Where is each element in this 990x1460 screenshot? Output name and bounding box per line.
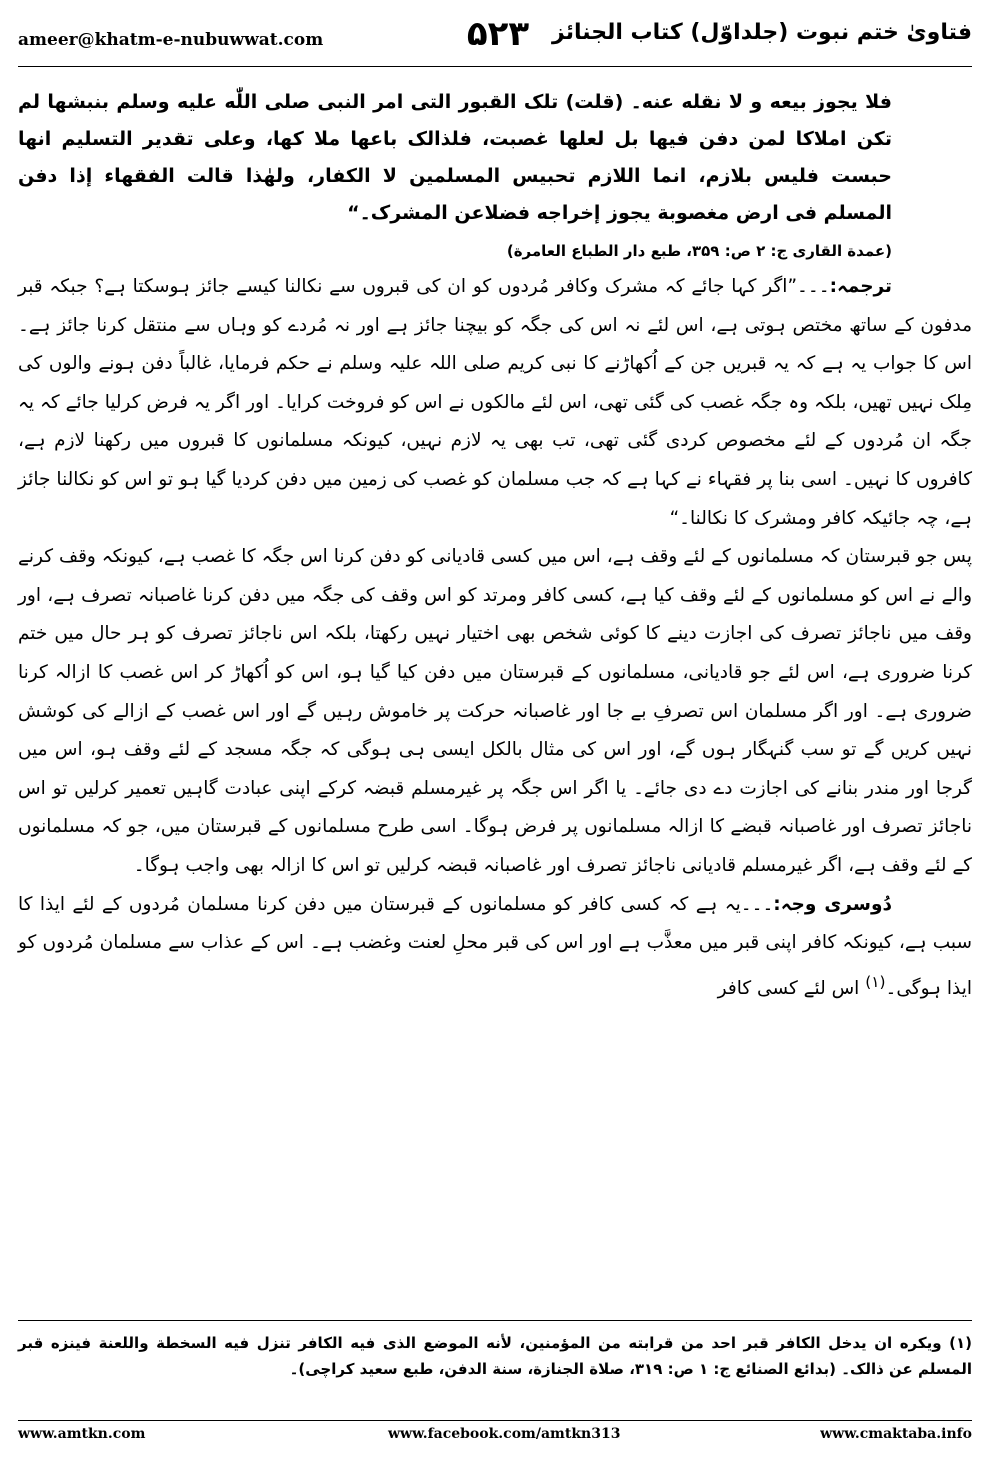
page-number: ۵۲۳: [466, 14, 530, 54]
page-body: [18, 84, 972, 1008]
footer-link-facebook[interactable]: www.facebook.com/amtkn313: [388, 1426, 621, 1442]
page-footer: [18, 1426, 972, 1450]
translation-label: ترجمہ:: [829, 276, 892, 297]
footnote-divider: [18, 1320, 972, 1321]
header-email: ameer@khatm-e-nubuwwat.com: [18, 30, 324, 50]
header-title: فتاویٰ ختم نبوت (جلداوّل) کتاب الجنائز: [552, 20, 972, 45]
second-reason-label: دُوسری وجہ:: [773, 893, 892, 915]
arabic-reference: (عمدة القاری ج: ۲ ص: ۳۵۹، طبع دار الطباع العامرة): [506, 242, 892, 260]
paragraph-1: پس جو قبرستان کہ مسلمانوں کے لئے وقف ہے، اس میں کسی قادیانی کو دفن کرنا اس جگہ کا غصب ہے، کیونکہ وقف کرنے والے نے اس کو مسلمانوں کے لئے وقف کیا ہے، کسی کافر ومرتد کو اس وقف کی جگہ میں دفن کرنا غاصبانہ تصرف ہے، اور وقف میں ناجائز تصرف کی اجازت دینے کا کوئی شخص بھی اختیار نہیں رکھتا، بلکہ اس ناجائز تصرف کو ہر حال میں ختم کرنا ضروری ہے، اس لئے جو قادیانی، مسلمانوں کے قبرستان میں دفن کیا گیا ہو، اس کو اُکھاڑ کر اس غصب کا ازالہ کرنا ضروری ہے۔ اور اگر مسلمان اس تصرفِ بے جا اور غاصبانہ حرکت پر خاموش رہیں گے اور اس غصب کے ازالے کی کوشش نہیں کریں گے تو سب گنہگار ہوں گے، اور اس کی مثال بالکل ایسی ہی ہوگی کہ جگہ مسجد کے لئے وقف ہو، اس میں گرجا اور مندر بنانے کی اجازت دے دی جائے۔ یا اگر اس جگہ پر غیرمسلم قبضہ کرکے اپنی عبادت گاہیں تعمیر کرلیں تو اس ناجائز تصرف اور غاصبانہ قبضے کا ازالہ مسلمانوں پر فرض ہوگا۔ اسی طرح مسلمانوں کے قبرستان میں، جو کہ مسلمانوں کے لئے وقف ہے، اگر غیرمسلم قادیانی ناجائز تصرف اور غاصبانہ قبضہ کرلیں تو اس کا ازالہ بھی واجب ہوگا۔: [18, 546, 972, 876]
arabic-quote: فلا یجوز بیعه و لا نقله عنه۔ (قلت) تلک القبور التی امر النبی صلی اللّٰه علیه وسلم بنبشها لم تکن املاکا لمن دفن فیها بل لعلها غصبت، فلذالک باعها ملا کها، وعلی تقدیر التسلیم انها حبست فلیس بلازم، انما اللازم تحبیس المسلمین لا الکفار، ولهٰذا قالت الفقهاء إذا دفن المسلم فی ارض مغصوبة یجوز إخراجه فضلاعن المشرک۔“: [18, 91, 892, 224]
footer-divider: [18, 1420, 972, 1421]
translation-paragraph: [18, 268, 972, 538]
footnote-marker: (۱): [865, 972, 886, 991]
second-reason-paragraph: [18, 886, 972, 1009]
second-reason-text: ۔۔۔یہ ہے کہ کسی کافر کو مسلمانوں کے قبرستان میں دفن کرنا مسلمان مُردوں کے لئے ایذا کا سبب ہے، کیونکہ کافر اپنی قبر میں معذَّب ہے اور اس کی قبر محلِ لعنت وغضب ہے۔ اس کے عذاب سے مسلمان مُردوں کو ایذا ہوگی۔: [18, 893, 972, 999]
header-divider: [18, 66, 972, 67]
second-reason-tail: اس لئے کسی کافر: [717, 977, 860, 999]
page-header: [18, 14, 972, 62]
footer-link-cmaktaba[interactable]: www.cmaktaba.info: [820, 1426, 972, 1442]
translation-text: ۔۔۔”اگر کہا جائے کہ مشرک وکافر مُردوں کو ان کی قبروں سے نکالنا کیسے جائز ہوسکتا ہے؟ جبکہ قبر مدفون کے ساتھ مختص ہوتی ہے، اس لئے نہ اس کی جگہ کو بیچنا جائز ہے اور نہ مُردے کو وہاں سے منتقل کرنا جائز ہے۔ اس کا جواب یہ ہے کہ یہ قبریں جن کے اُکھاڑنے کا نبی کریم صلی اللہ علیہ وسلم نے حکم فرمایا، غالباً دفن ہونے والوں کی مِلک نہیں تھیں، بلکہ وہ جگہ غصب کی گئی تھی، اس لئے مالکوں نے اس کو فروخت کرایا۔ اور اگر یہ فرض کرلیا جائے کہ یہ جگہ ان مُردوں کے لئے مخصوص کردی گئی تھی، تب بھی یہ لازم نہیں، کیونکہ مسلمانوں کا قبروں میں رکھنا لازم ہے، کافروں کا نہیں۔ اسی بنا پر فقہاء نے کہا ہے کہ جب مسلمان کو غصب کی زمین میں دفن کردیا گیا ہو تو اس کو نکالنا جائز ہے، چہ جائیکہ کافر ومشرک کا نکالنا۔“: [18, 276, 972, 529]
footnote: (۱) ویکره ان یدخل الکافر قبر احد من قرابته من المؤمنین، لأنه الموضع الذی فیه الکافر تنزل فیه السخطة واللعنة فینزه قبر المسلم عن ذالک۔ (بدائع الصنائع ج: ۱ ص: ۳۱۹، صلاة الجنازة، سنة الدفن، طبع سعید کراچی)۔: [18, 1334, 972, 1378]
footer-link-amtkn[interactable]: www.amtkn.com: [18, 1426, 146, 1442]
